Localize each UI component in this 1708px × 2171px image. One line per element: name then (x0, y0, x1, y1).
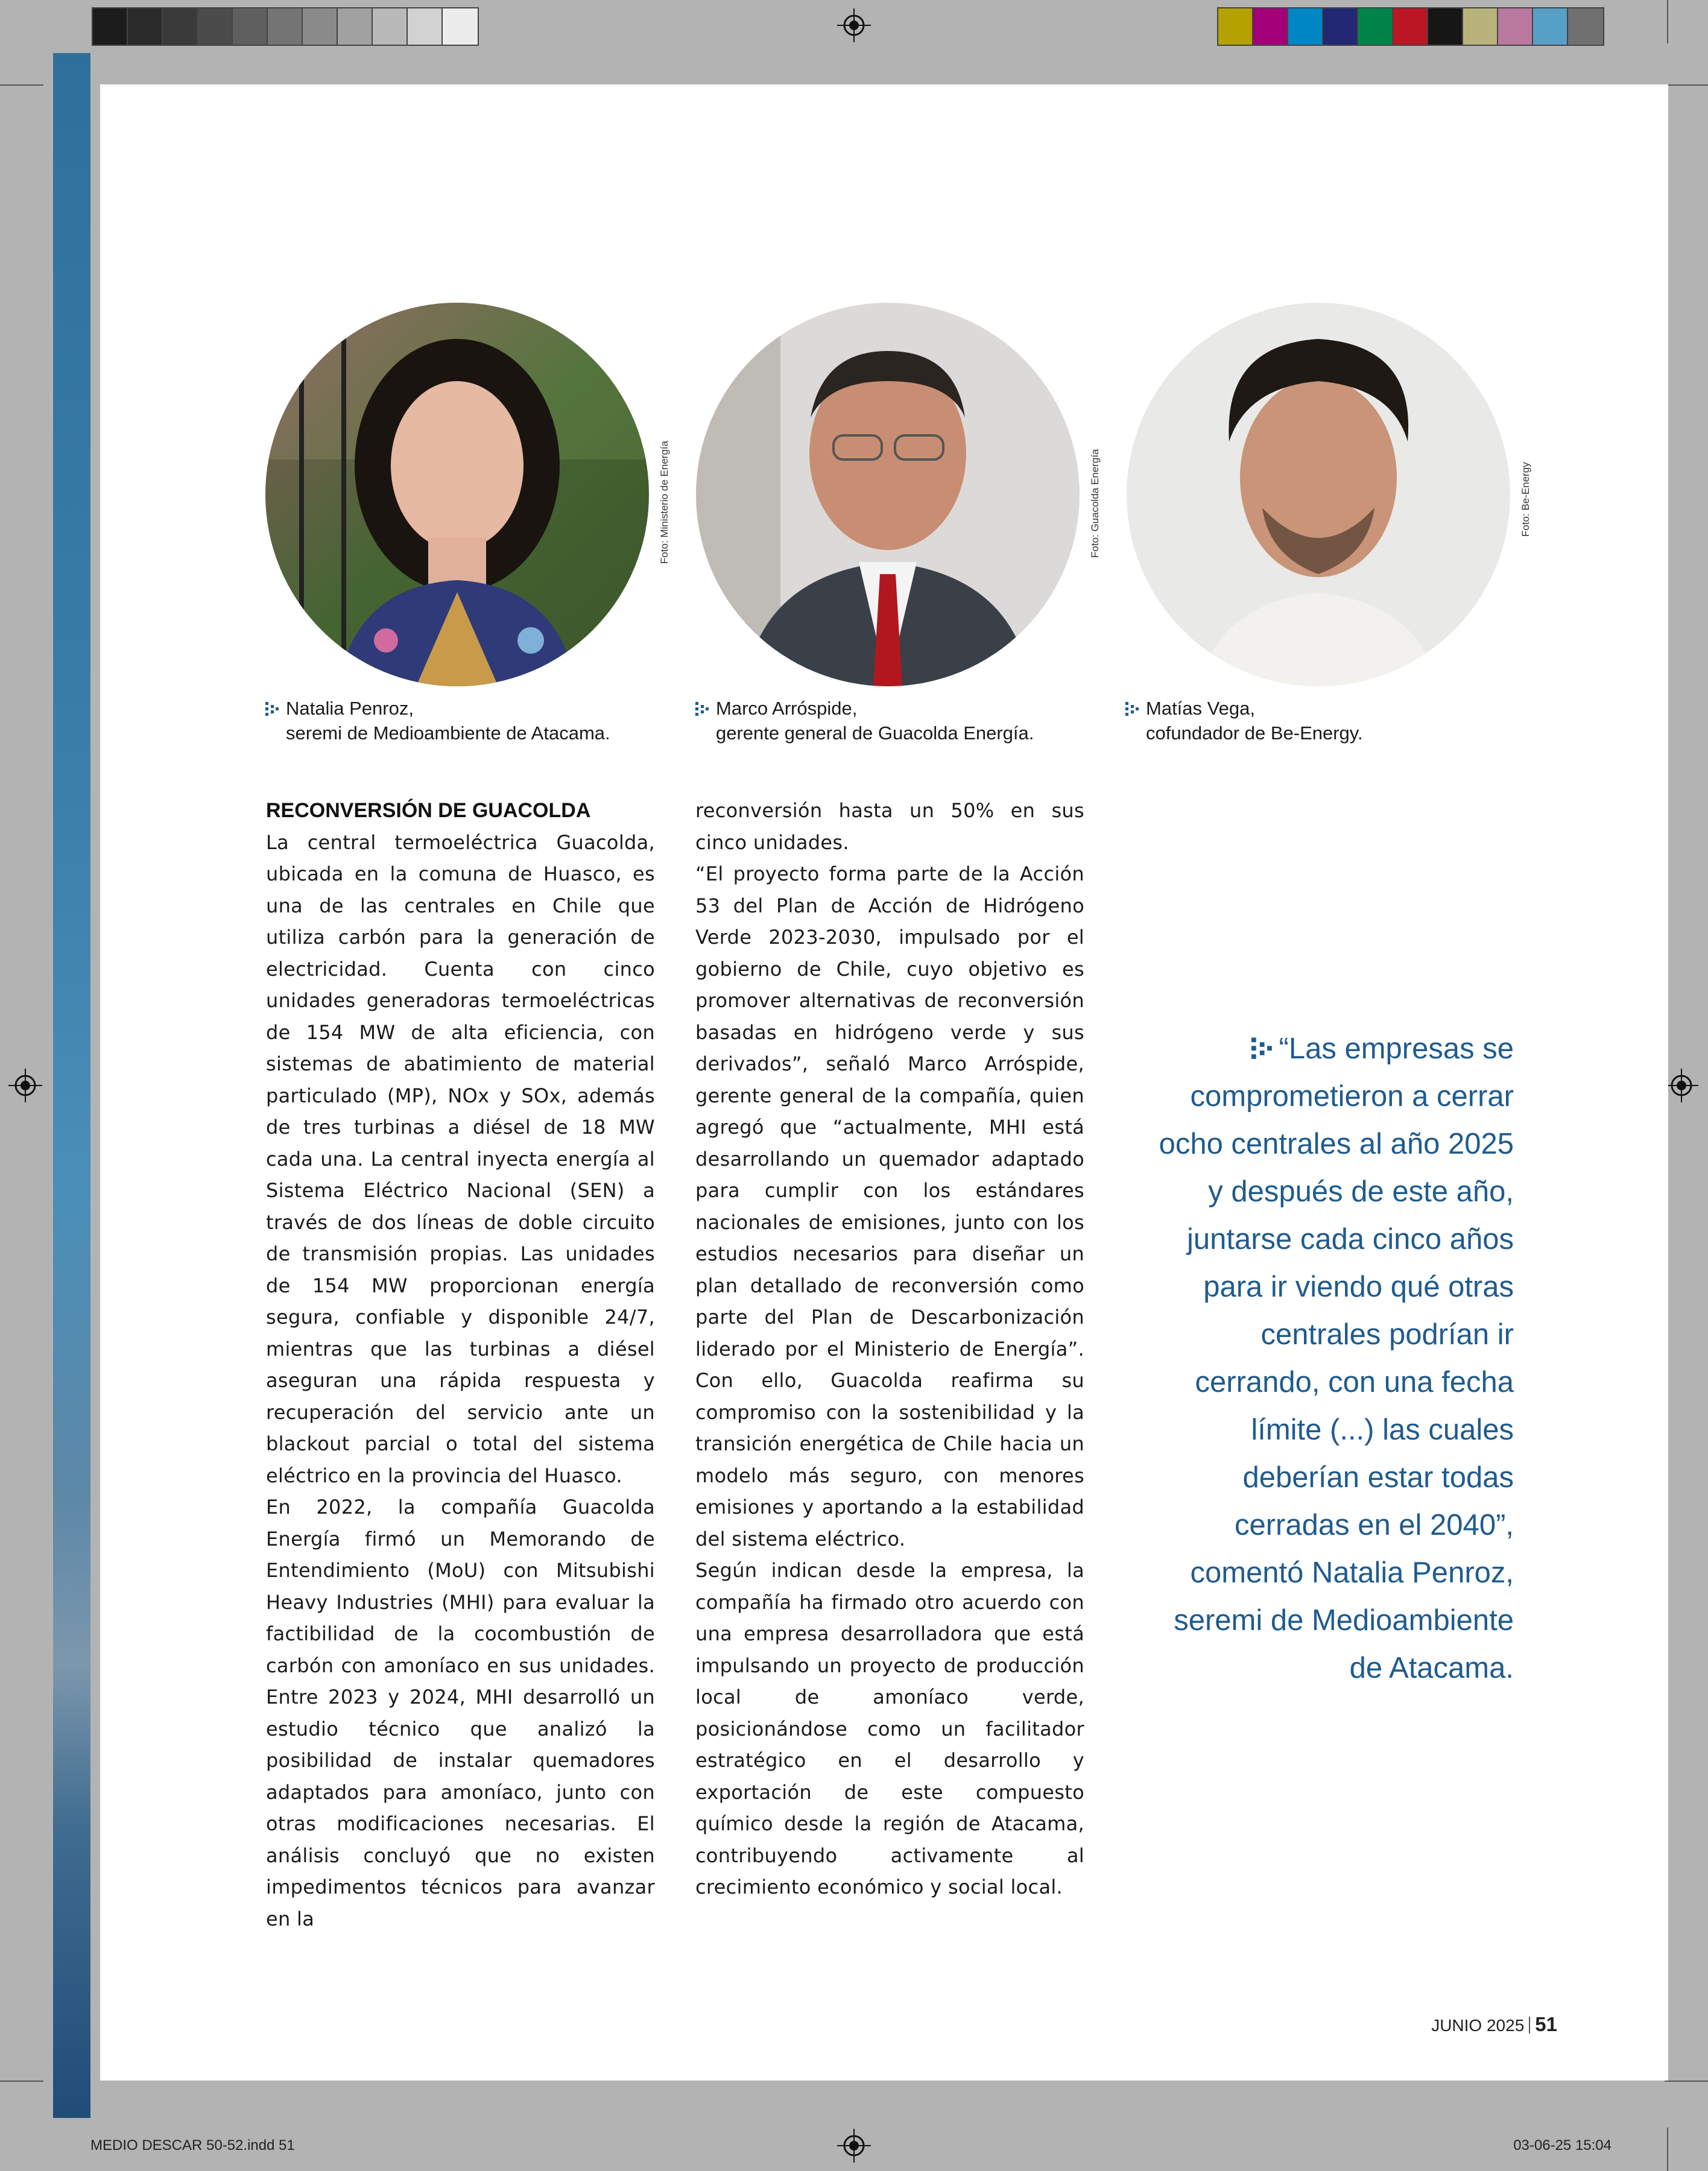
crop-mark (1665, 2081, 1708, 2082)
color-swatch (1498, 8, 1533, 45)
registration-mark-right-icon (1665, 1069, 1698, 1102)
color-swatch (1218, 8, 1253, 45)
color-swatch (443, 8, 478, 45)
color-swatch (1253, 8, 1288, 45)
color-swatch (408, 8, 443, 45)
article-column-1 (266, 795, 655, 1935)
color-swatch (163, 8, 198, 45)
color-swatch (1288, 8, 1323, 45)
color-swatch (233, 8, 268, 45)
caption-name: Marco Arróspide, (716, 698, 858, 719)
page-folio (1431, 2013, 1557, 2036)
dot-grid-bullet-icon (265, 702, 281, 716)
paragraph: La central termoeléctrica Guacolda, ubicada en la comuna de Huasco, es una de las centrales en Chile que utiliza carbón para la generación de electricidad. Cuenta con cinco unidades generadoras termoeléctricas de 154 MW de alta eficiencia, con sistemas de abatimiento de material particulado (MP), NOx y SOx, además de tres turbinas a diésel de 18 MW cada una. La central inyecta energía al Sistema Eléctrico Nacional (SEN) a través de dos líneas de doble circuito de transmisión propias. Las unidades de 154 MW proporcionan energía segura, confiable y disponible 24/7, mientras que las turbinas a diésel aseguran una rápida respuesta y recuperación del servicio ante un blackout parcial o total del sistema eléctrico en la provincia del Huasco. (266, 830, 655, 1487)
pull-quote-text: “Las empresas se comprometieron a cerrar ocho centrales al año 2025 y después de este año, juntarse cada cinco años para ir viendo qué otras centrales podrían ir cerrando, con una fecha límite (...) las cuales deberían estar todas cerradas en el 2040”, comentó Natalia Penroz, seremi de Medioambiente de Atacama. (1159, 1032, 1514, 1684)
registration-mark-bottom-icon (837, 2129, 871, 2163)
crop-mark (1665, 84, 1708, 86)
photo-credit: Foto: Guacolda Energía (1089, 449, 1101, 558)
left-bleed-photo-strip (53, 53, 90, 2118)
photo-credit: Foto: Be-Energy (1520, 462, 1531, 537)
color-swatch (303, 8, 338, 45)
portrait-natalia-penroz (265, 303, 649, 686)
color-swatch (338, 8, 373, 45)
paragraph: reconversión hasta un 50% en sus cinco unidades. (695, 799, 1084, 854)
caption-name: Matías Vega, (1146, 698, 1255, 719)
color-swatch (1533, 8, 1568, 45)
section-heading: RECONVERSIÓN DE GUACOLDA (266, 799, 591, 822)
paragraph: “El proyecto forma parte de la Acción 53 del Plan de Acción de Hidrógeno Verde 2023-2030, impulsado por el gobierno de Chile, cuyo objetivo es promover alternativas de reconversión basadas en hidrógeno verde y sus derivados”, señaló Marco Arróspide, gerente general de la compañía, quien agregó que “actualmente, MHI está desarrollando un quemador adaptado para cumplir con los estándares nacionales de emisiones, junto con los estudios necesarios para diseñar un plan detallado de reconversión como parte del Plan de Descarbonización liderado por el Ministerio de Energía”. Con ello, Guacolda reafirma su compromiso con la sostenibilidad y la transición energética de Chile hacia un modelo más seguro, con menores emisiones y aportando a la estabilidad del sistema eléctrico. (695, 862, 1084, 1550)
issue-date: JUNIO 2025 (1431, 2016, 1525, 2035)
color-swatch (1428, 8, 1463, 45)
caption-role: gerente general de Guacolda Energía. (716, 722, 1034, 744)
color-swatch (1568, 8, 1603, 45)
caption-role: seremi de Medioambiente de Atacama. (286, 722, 610, 744)
color-swatch (1358, 8, 1393, 45)
color-swatch (1323, 8, 1358, 45)
color-swatch (93, 8, 128, 45)
cmyk-color-bar (1217, 7, 1604, 46)
caption-role: cofundador de Be-Energy. (1146, 722, 1363, 744)
caption-matias-vega (1146, 696, 1556, 745)
dot-grid-bullet-icon (1125, 702, 1141, 716)
paragraph: Según indican desde la empresa, la compañía ha firmado otro acuerdo con una empresa desarrolladora que está impulsando un proyecto de producción local de amoníaco verde, posicionándose como un facilitador estratégico en el desarrollo y exportación de este compuesto químico desde la región de Atacama, contribuyendo activamente al crecimiento económico y social local. (695, 1559, 1084, 1898)
pull-quote (1140, 1025, 1514, 1692)
color-swatch (128, 8, 163, 45)
color-swatch (268, 8, 303, 45)
color-swatch (198, 8, 233, 45)
caption-marco-arrospide (716, 696, 1126, 745)
dot-grid-bullet-icon (1251, 1037, 1276, 1061)
caption-name: Natalia Penroz, (286, 698, 414, 719)
dot-grid-bullet-icon (695, 702, 711, 716)
caption-natalia-penroz (286, 696, 696, 745)
portrait-matias-vega (1127, 303, 1510, 686)
color-swatch (373, 8, 408, 45)
registration-mark-top-icon (837, 8, 871, 42)
crop-mark (0, 2081, 43, 2082)
crop-mark (0, 84, 43, 86)
slug-timestamp: 03-06-25 15:04 (1513, 2137, 1612, 2154)
photo-credit: Foto: Ministerio de Energía (659, 440, 670, 564)
color-swatch (1393, 8, 1428, 45)
portrait-marco-arrospide (696, 303, 1080, 686)
page-number: 51 (1535, 2013, 1557, 2035)
article-column-2 (695, 795, 1084, 1903)
slug-file-name: MEDIO DESCAR 50-52.indd 51 (90, 2137, 295, 2154)
crop-mark (1667, 2128, 1668, 2171)
registration-mark-left-icon (8, 1069, 42, 1102)
crop-mark (1667, 0, 1668, 43)
grayscale-color-bar (92, 7, 479, 46)
paragraph: En 2022, la compañía Guacolda Energía firmó un Memorando de Entendimiento (MoU) con Mitsubishi Heavy Industries (MHI) para evaluar la factibilidad de la cocombustión de carbón con amoníaco en sus unidades. Entre 2023 y 2024, MHI desarrolló un estudio técnico que analizó la posibilidad de instalar quemadores adaptados para amoníaco, junto con otras modificaciones necesarias. El análisis concluyó que no existen impedimentos técnicos para avanzar en la (266, 1496, 655, 1930)
color-swatch (1463, 8, 1498, 45)
